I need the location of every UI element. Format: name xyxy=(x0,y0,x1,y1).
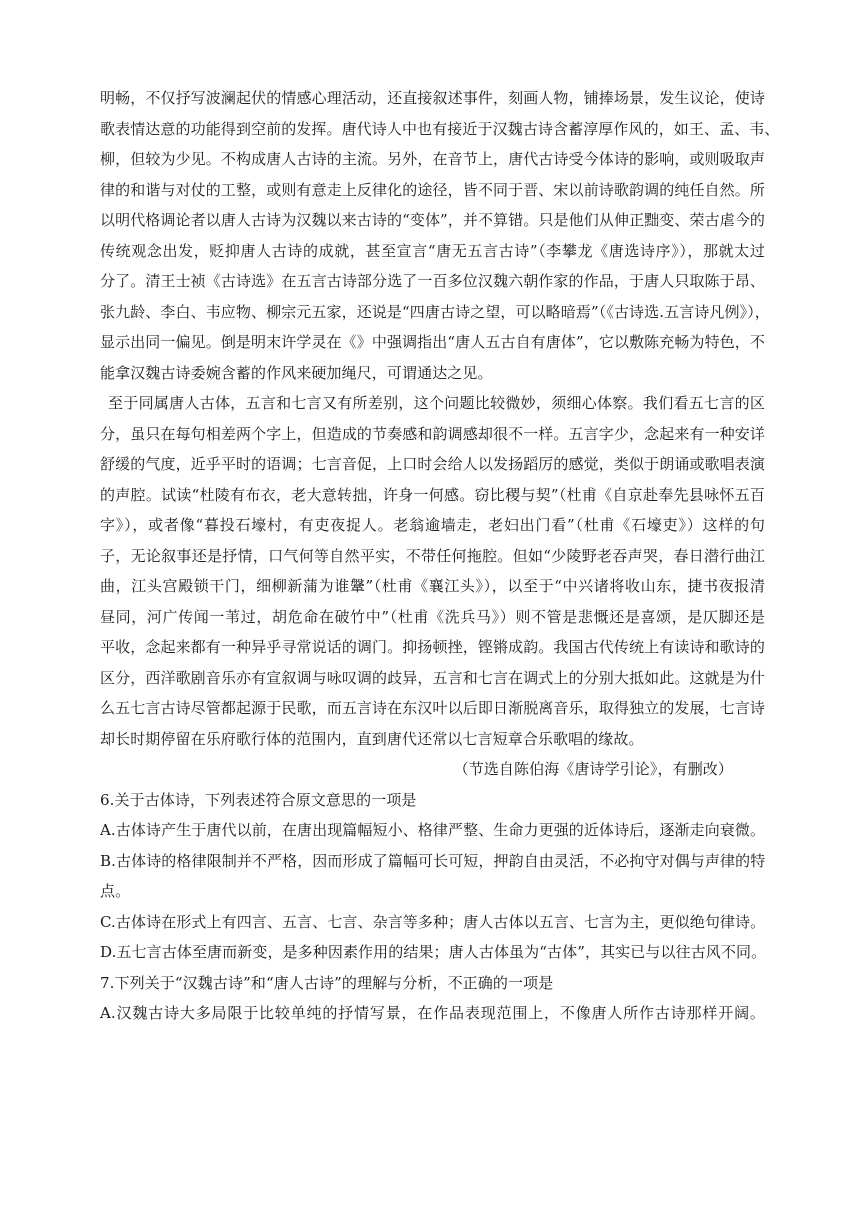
text-line: 字》），或者像“暮投石壕村，有吏夜捉人。老翁逾墙走，老妇出门看”（杜甫《石壕吏》）这样的句 xyxy=(100,516,765,534)
question-6-stem: 6.关于古体诗，下列表述符合原文意思的一项是 xyxy=(100,790,417,809)
question-7 xyxy=(100,968,765,1029)
text-line: 么五七言古诗尽管都起源于民歌，而五言诗在东汉叶以后即日渐脱离音乐，取得独立的发展，七言诗 xyxy=(100,699,765,717)
text-line: 能拿汉魏古诗委婉含蓄的作风来硬加绳尺，可谓通达之见。 xyxy=(100,363,493,382)
text-line: 却长时期停留在乐府歌行体的范围内，直到唐代还常以七言短章合乐歌唱的缘故。 xyxy=(100,729,644,748)
text-line: 柳，但较为少见。不构成唐人古诗的主流。另外，在音节上，唐代古诗受今体诗的影响，或则吸取声 xyxy=(100,150,765,168)
document-page xyxy=(100,83,780,1029)
text-line: 子，无论叙事还是抒情，口气何等自然平实，不带任何拖腔。但如“少陵野老吞声哭，春日潜行曲江 xyxy=(100,546,765,565)
text-line: 平收，念起来都有一种异乎寻常说话的调门。抑扬顿挫，铿锵成韵。我国古代传统上有读诗和歌诗的 xyxy=(100,638,765,656)
text-line: 歌表情达意的功能得到空前的发挥。唐代诗人中也有接近于汉魏古诗含蓄淳厚作风的，如王、孟、韦、 xyxy=(100,119,780,138)
text-line: 区分，西洋歌剧音乐亦有宣叙调与咏叹调的歧异，五言和七言在调式上的分别大抵如此。这就是为什 xyxy=(100,668,765,687)
text-line: 传统观念出发，贬抑唐人古诗的成就，甚至宣言“唐无五言古诗”（李攀龙《唐选诗序》），那就太过 xyxy=(100,241,765,260)
text-line: 律的和谐与对仗的工整，或则有意走上反律化的途径，皆不同于晋、宋以前诗歌韵调的纯任自然。所 xyxy=(100,180,765,199)
question-7-option-a: A.汉魏古诗大多局限于比较单纯的抒情写景，在作品表现范围上，不像唐人所作古诗那样开阔。 xyxy=(100,1004,765,1022)
question-6-option-d: D.五七言古体至唐而新变，是多种因素作用的结果；唐人古体虽为“古体”，其实已与以往古风不同。 xyxy=(100,943,767,961)
text-line: 曲，江头宫殿锁干门，细柳新蒲为谁鞶”（杜甫《襄江头》），以至于“中兴诸将收山东，捷书夜报清 xyxy=(100,577,765,595)
paragraph-1 xyxy=(100,83,780,388)
question-6 xyxy=(100,785,765,968)
paragraph-2 xyxy=(100,388,765,754)
question-7-stem: 7.下列关于“汉魏古诗”和“唐人古诗”的理解与分析，不正确的一项是 xyxy=(100,973,554,992)
text-line: 以明代格调论者以唐人古诗为汉魏以来古诗的“变体”，并不算错。只是他们从伸正黜变、荣古虐今的 xyxy=(100,211,765,229)
text-line: 分，虽只在每句相差两个字上，但造成的节奏感和韵调感却很不一样。五言字少，念起来有一种安详 xyxy=(100,424,765,443)
text-line: 张九龄、李白、韦应物、柳宗元五家，还说是“四唐古诗之望，可以略暗焉”（《古诗选.五言诗凡例》）， xyxy=(100,302,770,321)
question-6-option-a: A.古体诗产生于唐代以前，在唐出现篇幅短小、格律严整、生命力更强的近体诗后，逐渐走向衰微。 xyxy=(100,821,766,839)
question-6-option-c: C.古体诗在形式上有四言、五言、七言、杂言等多种；唐人古体以五言、七言为主，更似绝句律诗。 xyxy=(100,912,766,931)
text-line: 昼同，河广传闻一苇过，胡危命在破竹中”（杜甫《洗兵马》）则不管是悲慨还是喜颂，是仄脚还是 xyxy=(100,607,765,626)
text-line: 显示出同一偏见。倒是明末许学灵在《》中强调指出“唐人五古自有唐体”，它以敷陈充畅为特色，不 xyxy=(100,333,765,351)
text-line: 至于同属唐人古体，五言和七言又有所差别，这个问题比较微妙，须细心体察。我们看五七言的区 xyxy=(108,394,765,412)
question-6-option-b-cont: 点。 xyxy=(100,882,131,900)
source-citation: （节选自陈伯海《唐诗学引论》，有删改） xyxy=(453,760,733,778)
text-line: 明畅，不仅抒写波澜起伏的情感心理活动，还直接叙述事件，刻画人物，铺捧场景，发生议论，使诗 xyxy=(100,89,765,107)
question-6-option-b: B.古体诗的格律限制并不严格，因而形成了篇幅可长可短，押韵自由灵活，不必拘守对偶与声律的特 xyxy=(100,851,766,870)
text-line: 舒缓的气度，近乎平时的语调；七言音促，上口时会给人以发扬蹈厉的感觉，类似于朗诵或歌唱表演 xyxy=(100,455,765,473)
text-line: 分了。清王士祯《古诗选》在五言古诗部分选了一百多位汉魏六朝作家的作品，于唐人只取陈于昂、 xyxy=(100,272,765,290)
text-line: 的声腔。试读“杜陵有布衣，老大意转拙，许身一何感。窃比稷与契”（杜甫《自京赴奉先县咏怀五百 xyxy=(100,485,765,504)
